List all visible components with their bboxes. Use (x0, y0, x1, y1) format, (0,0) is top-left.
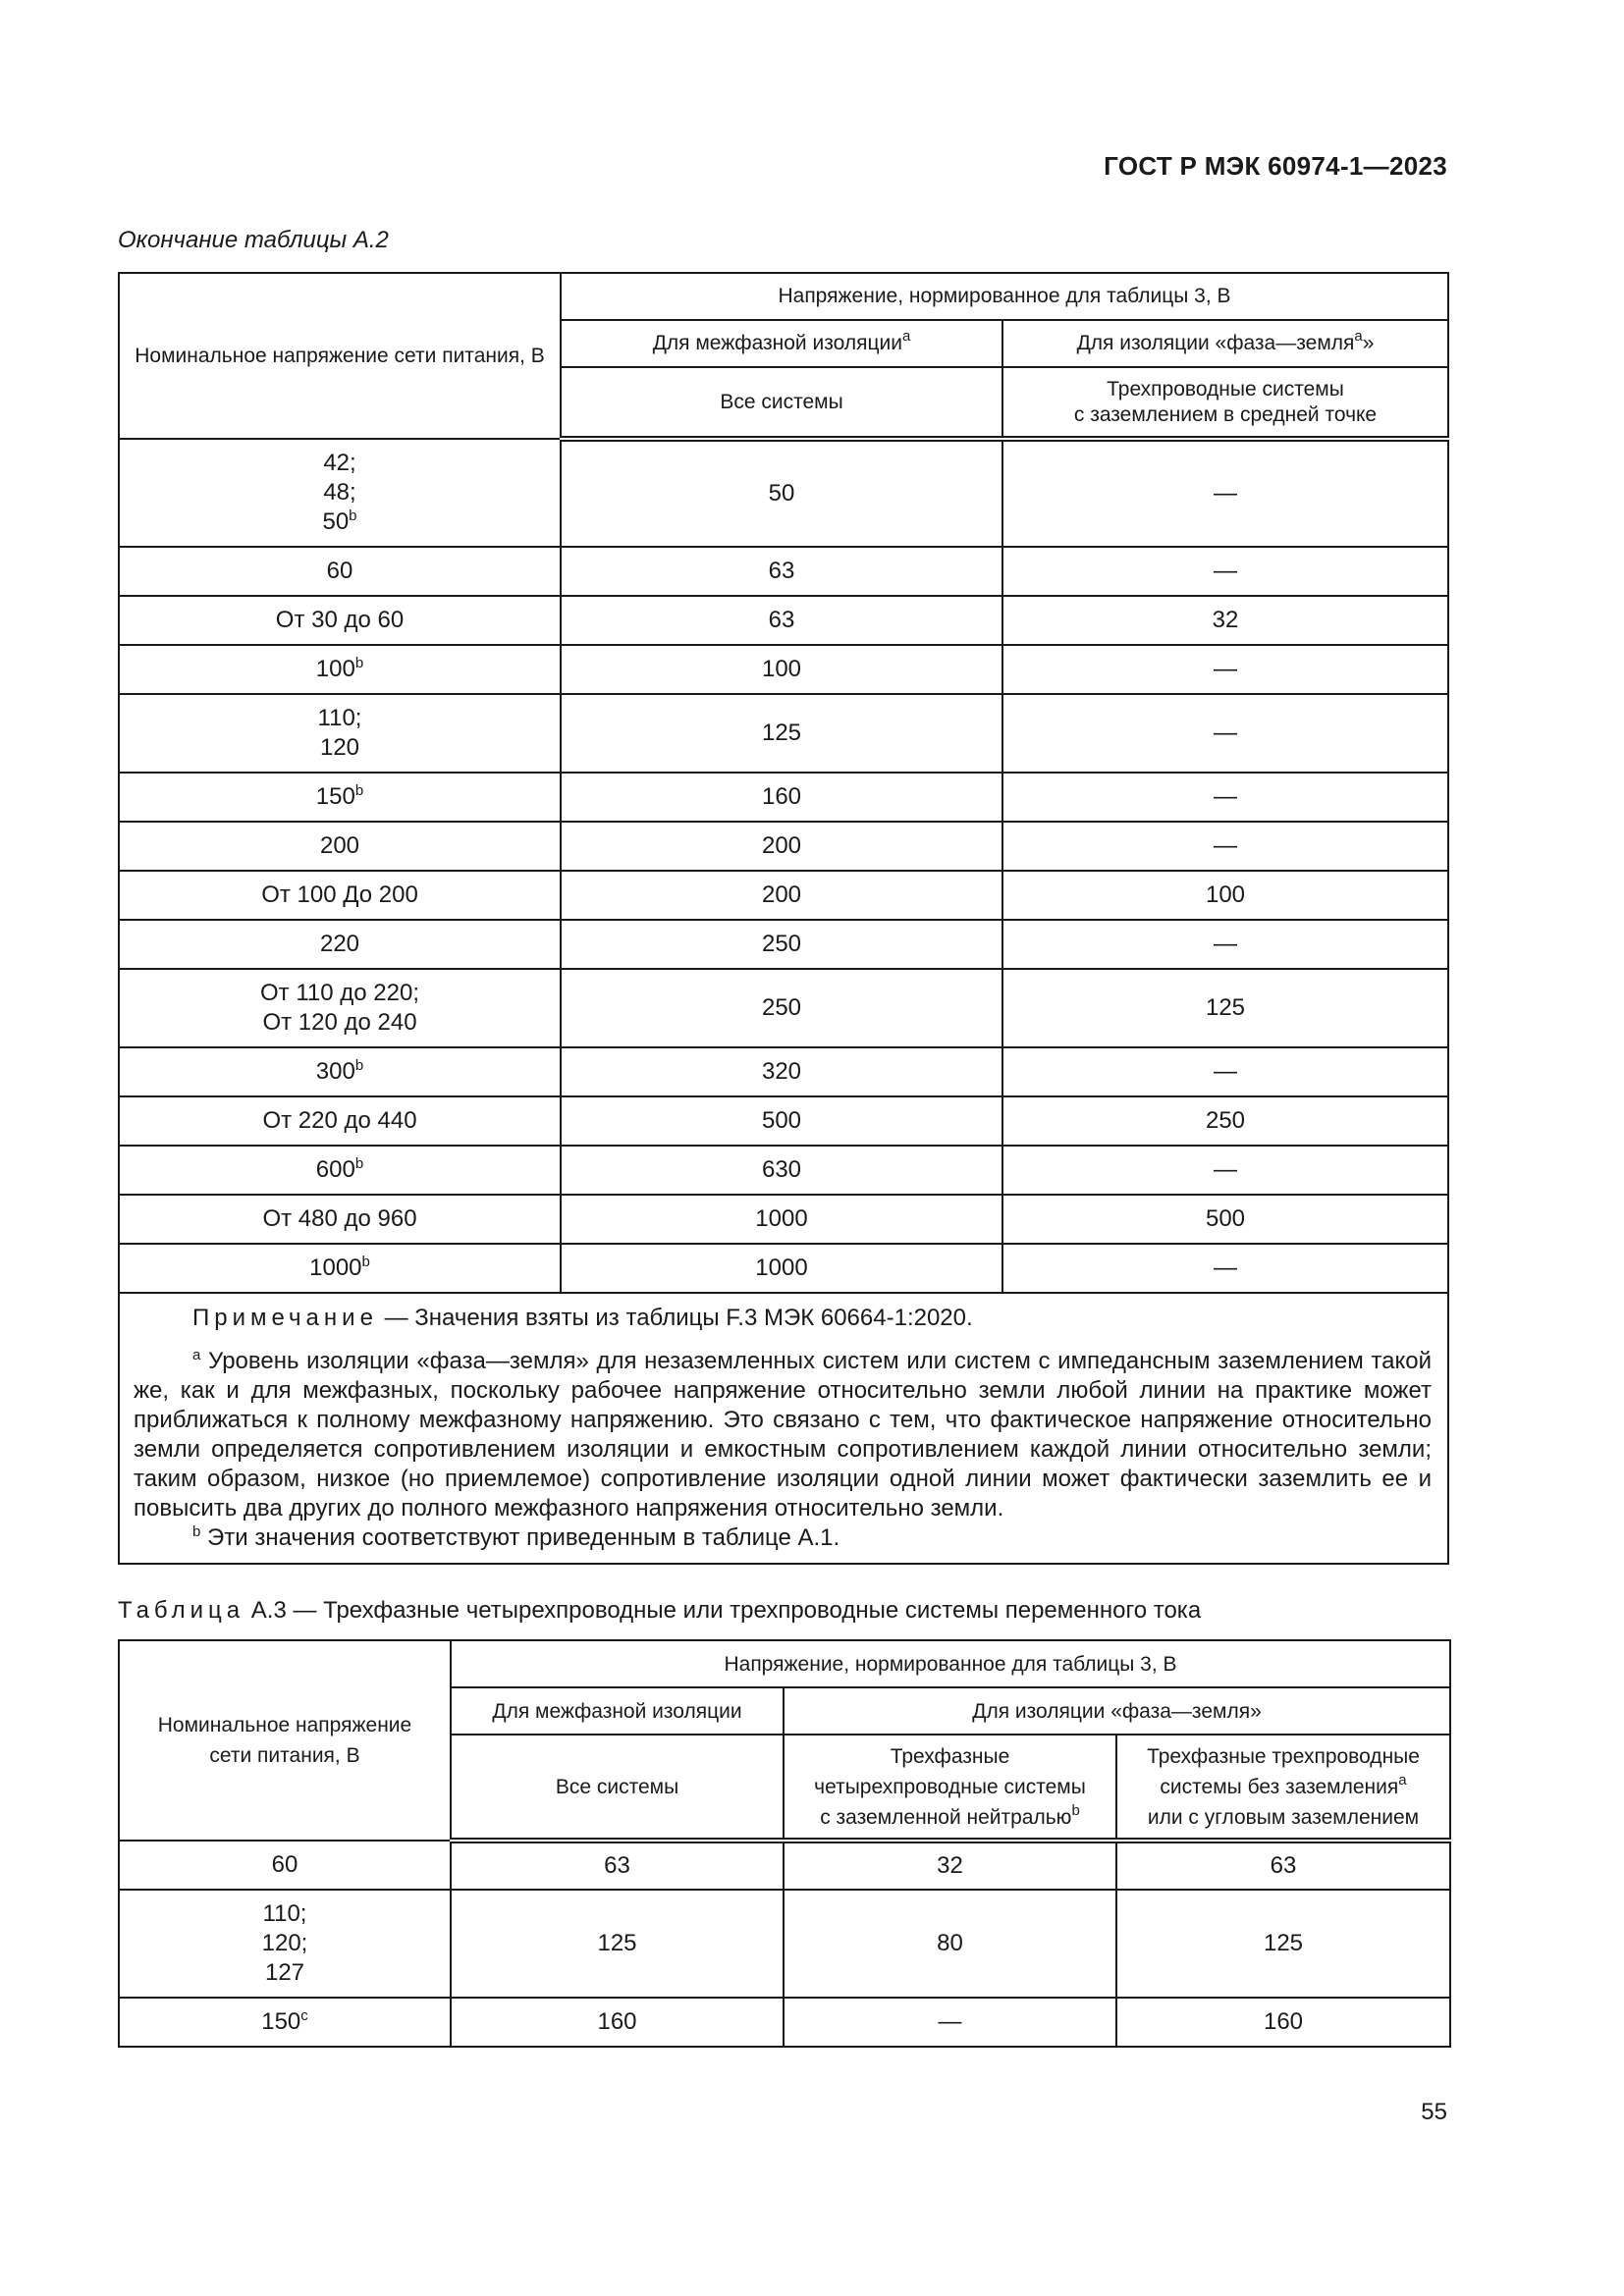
table-notes (119, 1293, 1448, 1564)
header-nominal-voltage: Номинальное напряжение сети питания, В (119, 273, 561, 439)
table-row (119, 1195, 1448, 1244)
table-continuation-caption: Окончание таблицы А.2 (118, 227, 389, 253)
document-code: ГОСТ Р МЭК 60974-1—2023 (1104, 151, 1447, 181)
header-four-wire: Трехфазные четырехпроводные системы с заземленной нейтралью$^b$ (784, 1735, 1116, 1841)
header-voltage-group: Напряжение, нормированное для таблицы 3, В (561, 273, 1448, 320)
table-a3 (118, 1639, 1451, 2048)
header-three-wire: Трехпроводные системы с заземлением в средней точке (1002, 367, 1448, 439)
header-interphase: Для межфазной изоляции (451, 1687, 784, 1735)
cell-three-wire: 125 (1116, 1890, 1450, 1998)
cell-all-systems: 320 (561, 1047, 1002, 1096)
footnote-a: $^а$ Уровень изоляции «фаза—земля» для незаземленных систем или систем с импедансным заземлением такой же, как и для межфазных, поскольку рабочее напряжение относительно земли любой линии на практике может приближаться к полному межфазному напряжению. Это связано с тем, что фактическое напряжение относительно земли определяется сопротивлением изоляции и емкостным сопротивлением каждой линии относительно земли; таким образом, низкое (но приемлемое) сопротивление изоляции одной линии может фактически заземлить ее и повысить два других до полного межфазного напряжения относительно земли. (134, 1347, 1432, 1522)
cell-three-wire: 160 (1116, 1998, 1450, 2047)
cell-all-systems: 250 (561, 969, 1002, 1047)
header-voltage-group: Напряжение, нормированное для таблицы 3, В (451, 1640, 1450, 1687)
cell-three-wire: — (1002, 645, 1448, 694)
table-note: Примечание — Значения взяты из таблицы F.3 МЭК 60664-1:2020. (192, 1305, 973, 1331)
header-all-systems: Все системы (561, 367, 1002, 439)
cell-nominal: 220 (119, 920, 561, 969)
cell-all-systems: 50 (561, 439, 1002, 547)
cell-nominal: От 110 до 220; От 120 до 240 (119, 969, 561, 1047)
cell-all-systems: 1000 (561, 1244, 1002, 1293)
table-a2 (118, 272, 1449, 1565)
cell-nominal: 100$^b$ (119, 645, 561, 694)
table-row (119, 773, 1448, 822)
table-row (119, 920, 1448, 969)
cell-nominal: $150^с$ (119, 1998, 451, 2047)
header-phase-earth: Для изоляции «фаза—земля» (784, 1687, 1450, 1735)
cell-three-wire: — (1002, 694, 1448, 773)
table-row (119, 1841, 1450, 1890)
table-a3-caption: Таблица А.3 — Трехфазные четырехпроводные или трехпроводные системы переменного тока (118, 1597, 1202, 1624)
header-interphase: Для межфазной изоляции$^а$ (561, 320, 1002, 367)
cell-three-wire: — (1002, 439, 1448, 547)
cell-nominal: 42; 48; 50$^b$ (119, 439, 561, 547)
cell-nominal: От 30 до 60 (119, 596, 561, 645)
cell-nominal: От 100 До 200 (119, 871, 561, 920)
table-row (119, 871, 1448, 920)
table-row (119, 1096, 1448, 1146)
table-row (119, 822, 1448, 871)
cell-four-wire: — (784, 1998, 1116, 2047)
notes-row (119, 1293, 1448, 1564)
header-all-systems: Все системы (451, 1735, 784, 1841)
cell-all-systems: 160 (451, 1998, 784, 2047)
table-row (119, 1890, 1450, 1998)
cell-all-systems: 125 (561, 694, 1002, 773)
table-row (119, 547, 1448, 596)
cell-four-wire: 80 (784, 1890, 1116, 1998)
cell-four-wire: 32 (784, 1841, 1116, 1890)
cell-all-systems: 1000 (561, 1195, 1002, 1244)
table-row (119, 1998, 1450, 2047)
cell-three-wire: 250 (1002, 1096, 1448, 1146)
table-row (119, 596, 1448, 645)
header-three-wire: Трехфазные трехпроводные системы без заземления$^а$ или с угловым заземлением (1116, 1735, 1450, 1841)
cell-three-wire: — (1002, 822, 1448, 871)
cell-three-wire: 125 (1002, 969, 1448, 1047)
cell-nominal: 300$^b$ (119, 1047, 561, 1096)
cell-all-systems: 100 (561, 645, 1002, 694)
header-phase-earth: Для изоляции «фаза—земля$^а$» (1002, 320, 1448, 367)
cell-nominal: 110; 120; 127 (119, 1890, 451, 1998)
cell-three-wire: 32 (1002, 596, 1448, 645)
header-nominal-voltage: Номинальное напряжение сети питания, В (119, 1640, 451, 1841)
cell-nominal: 110; 120 (119, 694, 561, 773)
footnote-b: $^b$ Эти значения соответствуют приведенным в таблице А.1. (192, 1523, 840, 1551)
table-row (119, 1146, 1448, 1195)
table-row (119, 969, 1448, 1047)
cell-nominal: 1000$^b$ (119, 1244, 561, 1293)
cell-all-systems: 160 (561, 773, 1002, 822)
cell-nominal: От 480 до 960 (119, 1195, 561, 1244)
cell-all-systems: 125 (451, 1890, 784, 1998)
cell-three-wire: — (1002, 547, 1448, 596)
cell-nominal: 200 (119, 822, 561, 871)
cell-all-systems: 200 (561, 822, 1002, 871)
cell-three-wire: 500 (1002, 1195, 1448, 1244)
cell-nominal: 150$^b$ (119, 773, 561, 822)
cell-all-systems: 630 (561, 1146, 1002, 1195)
cell-all-systems: 500 (561, 1096, 1002, 1146)
cell-all-systems: 63 (561, 547, 1002, 596)
cell-three-wire: — (1002, 920, 1448, 969)
cell-nominal: 600$^b$ (119, 1146, 561, 1195)
cell-three-wire: — (1002, 1146, 1448, 1195)
cell-three-wire: 100 (1002, 871, 1448, 920)
cell-all-systems: 63 (561, 596, 1002, 645)
cell-nominal: 60 (119, 547, 561, 596)
cell-three-wire: — (1002, 1047, 1448, 1096)
cell-nominal: От 220 до 440 (119, 1096, 561, 1146)
table-row (119, 694, 1448, 773)
table-row (119, 1244, 1448, 1293)
page-number: 55 (1421, 2099, 1447, 2125)
table-row (119, 439, 1448, 547)
cell-three-wire: — (1002, 773, 1448, 822)
table-row (119, 645, 1448, 694)
cell-three-wire: — (1002, 1244, 1448, 1293)
cell-all-systems: 200 (561, 871, 1002, 920)
cell-three-wire: 63 (1116, 1841, 1450, 1890)
cell-nominal: 60 (119, 1841, 451, 1890)
table-row (119, 1047, 1448, 1096)
cell-all-systems: 63 (451, 1841, 784, 1890)
cell-all-systems: 250 (561, 920, 1002, 969)
